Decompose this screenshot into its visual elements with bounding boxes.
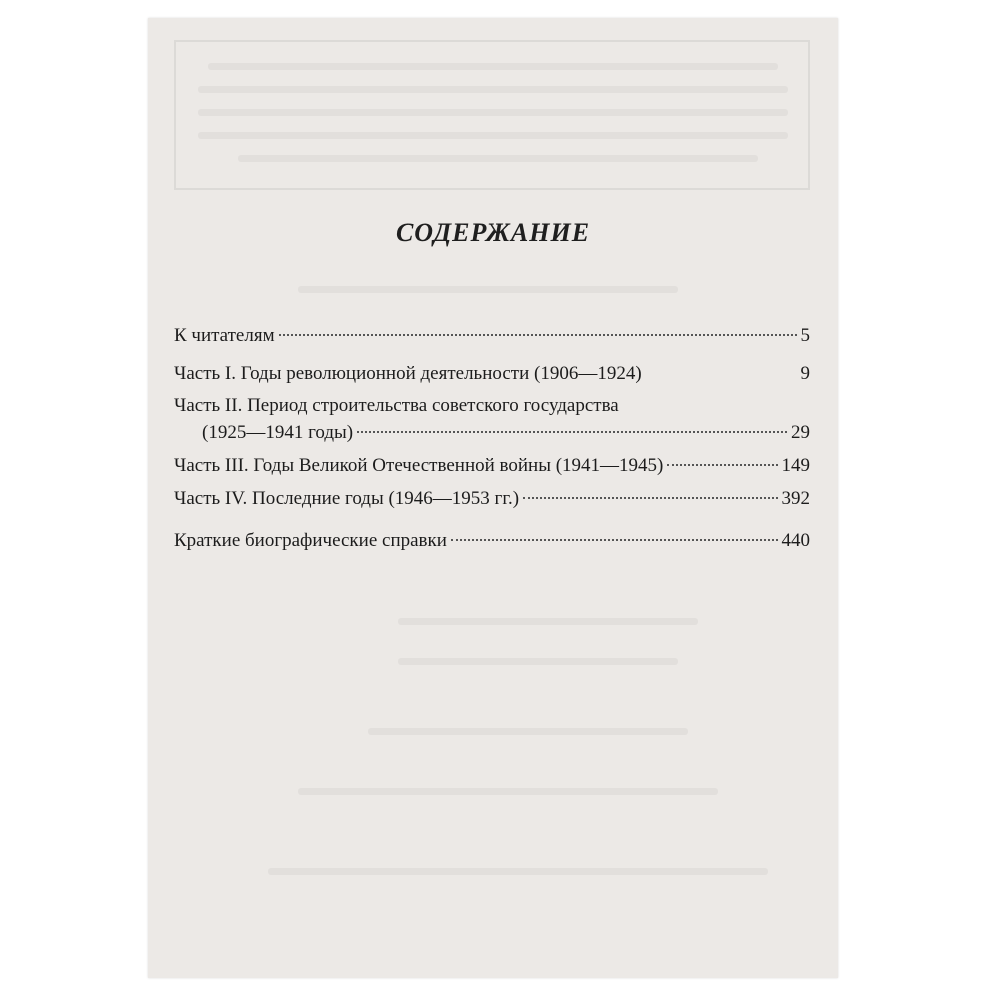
toc-entry-continuation[interactable] [202,422,810,452]
toc-entry-page: 392 [781,488,810,509]
toc-entry-page: 440 [781,530,810,551]
toc-entry-label: Часть IV. Последние годы (1946—1953 гг.) [174,488,520,509]
toc-entry-page: 29 [791,422,810,443]
toc-entry-page: 5 [800,325,810,346]
toc-entry-page: 9 [800,363,810,384]
toc-entry[interactable] [174,395,810,425]
toc-entry[interactable] [174,363,810,393]
book-page [148,18,838,978]
toc-entry[interactable] [174,325,810,355]
page-title: СОДЕРЖАНИЕ [395,218,591,247]
toc-entry-label: (1925—1941 годы) [202,422,354,443]
dot-leader [357,431,787,433]
toc-entry[interactable] [174,530,810,560]
dot-leader [451,539,778,541]
toc-entry-label: Часть I. Годы революционной деятельности (1906—1924) [174,363,642,384]
toc-entry-page: 149 [781,455,810,476]
toc-entry-label: К читателям [174,325,275,346]
dot-leader [523,497,777,499]
toc-entry-label: Часть II. Период строительства советского государства [174,395,619,416]
toc-entry-label: Краткие биографические справки [174,530,447,551]
toc-entry[interactable] [174,455,810,485]
dot-leader [279,334,797,336]
table-of-contents [148,18,838,978]
toc-entry-label: Часть III. Годы Великой Отечественной войны (1941—1945) [174,455,664,476]
toc-entry[interactable] [174,488,810,518]
dot-leader [646,372,797,374]
dot-leader [667,464,777,466]
